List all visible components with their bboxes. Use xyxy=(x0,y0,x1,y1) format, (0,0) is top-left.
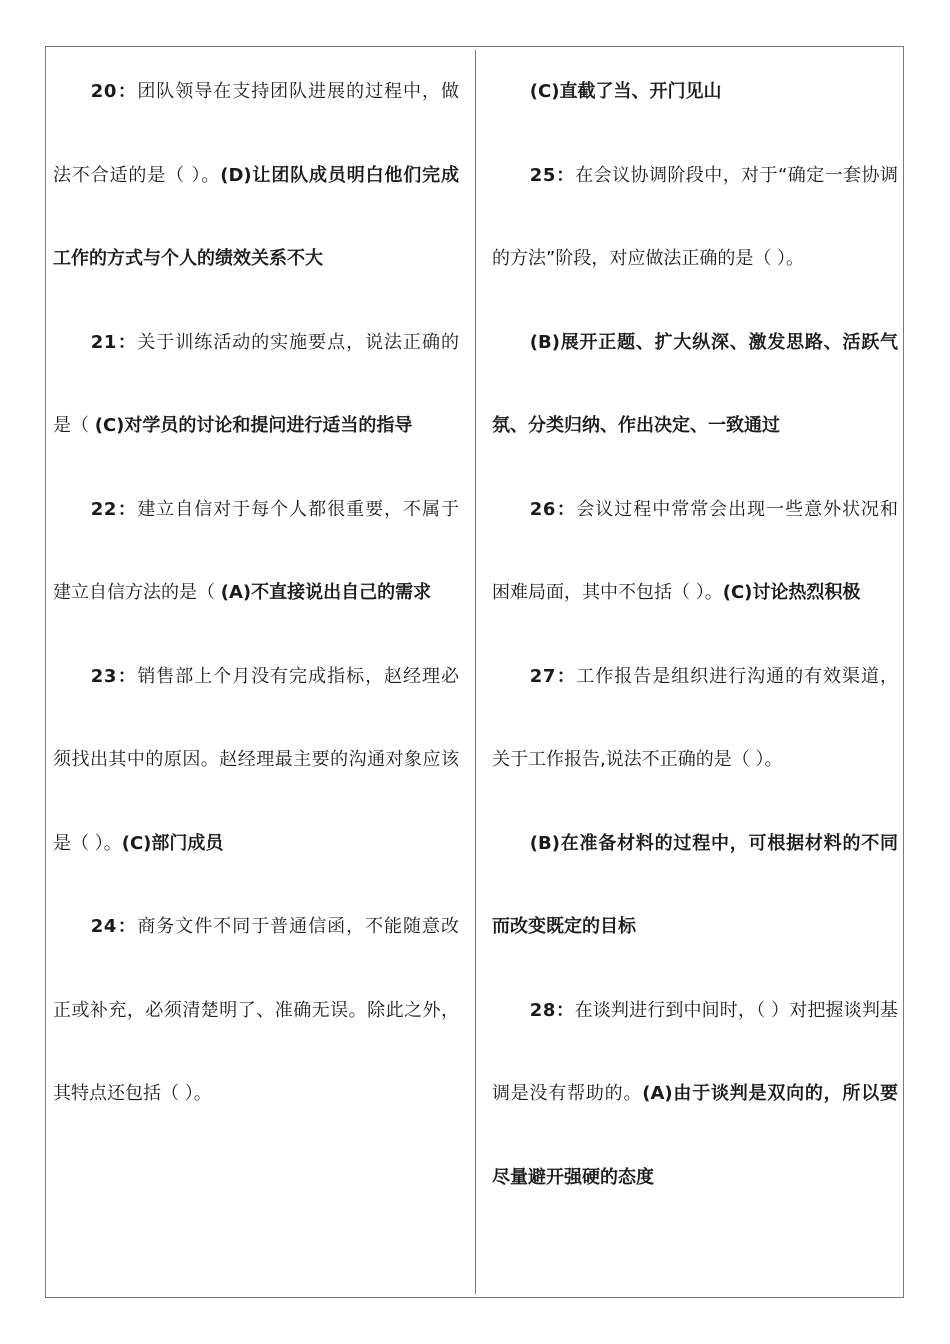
question-number: 24： xyxy=(90,916,138,937)
question-23 xyxy=(53,635,459,886)
answer-text: (D)让团队成员明白他们完成工作的方式与个人的绩效关系不大 xyxy=(53,164,459,269)
question-text: 关于训练活动的实施要点，说法正确的是（ xyxy=(53,331,459,436)
question-26 xyxy=(492,468,898,635)
question-number: 21： xyxy=(90,331,138,353)
answer-text: (C)讨论热烈积极 xyxy=(722,582,861,603)
question-text: 会议过程中常常会出现一些意外状况和困难局面，其中不包括（ ）。 xyxy=(492,498,898,603)
question-text: 在会议协调阶段中，对于“确定一套协调的方法”阶段，对应做法正确的是（ ）。 xyxy=(492,164,898,269)
question-text: 商务文件不同于普通信函，不能随意改正或补充，必须清楚明了、准确无误。除此之外，其特点还包括（ ）。 xyxy=(53,916,459,1104)
question-text: 销售部上个月没有完成指标，赵经理必须找出其中的原因。赵经理最主要的沟通对象应该是（ ）。 xyxy=(53,665,459,854)
question-number: 20： xyxy=(90,81,138,102)
question-number: 23： xyxy=(90,665,138,687)
question-24 xyxy=(53,885,459,1136)
right-column xyxy=(492,50,898,1219)
question-number: 28： xyxy=(529,999,575,1021)
answer-24: (C)直截了当、开门见山 xyxy=(529,81,722,102)
question-27 xyxy=(492,635,898,802)
answer-text: (C)对学员的讨论和提问进行适当的指导 xyxy=(94,415,413,436)
answer-text: (A)不直接说出自己的需求 xyxy=(220,582,432,603)
question-22 xyxy=(53,468,459,635)
answer-text: (C)部门成员 xyxy=(121,832,224,854)
question-text: 在谈判进行到中间时，（ ）对把握谈判基调是没有帮助的。 xyxy=(492,999,898,1104)
question-number: 22： xyxy=(90,498,138,520)
question-text: 工作报告是组织进行沟通的有效渠道，关于工作报告,说法不正确的是（ ）。 xyxy=(492,665,898,770)
question-28 xyxy=(492,969,898,1220)
answer-25: (B)展开正题、扩大纵深、激发思路、活跃气氛、分类归纳、作出决定、一致通过 xyxy=(492,331,898,436)
question-20 xyxy=(53,50,459,301)
question-text: 建立自信对于每个人都很重要，不属于建立自信方法的是（ xyxy=(53,498,459,603)
left-column xyxy=(53,50,459,1136)
column-divider xyxy=(475,50,476,1294)
answer-text: (A)由于谈判是双向的，所以要尽量避开强硬的态度 xyxy=(492,1083,898,1188)
question-25 xyxy=(492,134,898,301)
question-number: 26： xyxy=(529,498,577,520)
question-text: 团队领导在支持团队进展的过程中，做法不合适的是（ ）。 xyxy=(53,81,459,186)
answer-27: (B)在准备材料的过程中，可根据材料的不同而改变既定的目标 xyxy=(492,832,898,937)
question-number: 25： xyxy=(529,164,576,186)
question-number: 27： xyxy=(529,665,577,687)
question-21 xyxy=(53,301,459,468)
